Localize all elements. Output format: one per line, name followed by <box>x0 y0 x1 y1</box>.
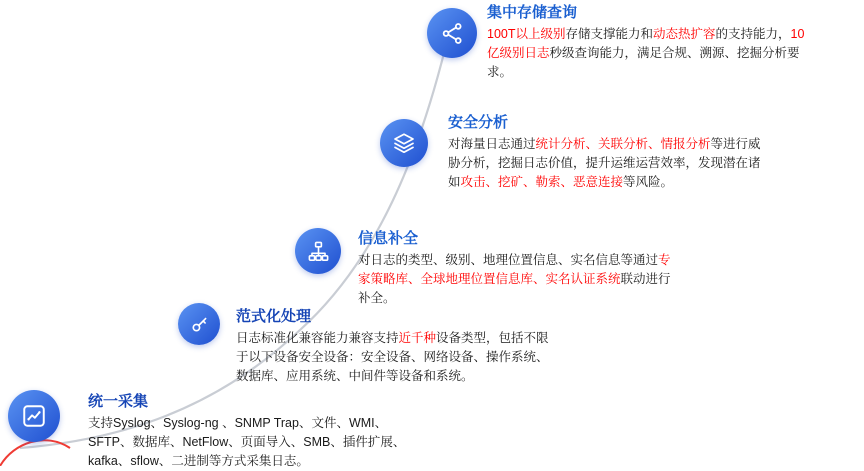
step-block-analysis <box>448 113 848 192</box>
step-body-storage <box>487 25 862 82</box>
step-line: 100T以上级别存储支撑能力和动态热扩容的支持能力，10 <box>487 27 805 41</box>
step-block-enrich <box>358 229 758 308</box>
step-title-analysis: 安全分析 <box>448 114 509 131</box>
step-line: 日志标准化兼容能力兼容支持近千种设备类型，包括不限 <box>236 331 549 345</box>
step-block-normalize <box>236 307 666 386</box>
share-nodes-icon <box>440 21 465 46</box>
chart-line-icon <box>21 403 47 429</box>
step-line: 亿级别日志秒级查询能力，满足合规、溯源、挖掘分析要 <box>487 46 800 60</box>
layers-icon <box>392 131 416 155</box>
step-block-collect <box>88 392 518 471</box>
step-line: 数据库、应用系统、中间件等设备和系统。 <box>236 369 474 383</box>
step-body-collect <box>88 414 518 471</box>
key-icon <box>189 314 210 335</box>
step-title-normalize: 范式化处理 <box>236 308 312 325</box>
step-body-analysis <box>448 135 848 192</box>
step-line: 补全。 <box>358 291 396 305</box>
node-storage[interactable] <box>427 8 477 58</box>
step-line: 家策略库、全球地理位置信息库、实名认证系统联动进行 <box>358 272 671 286</box>
step-line: 对海量日志通过统计分析、关联分析、情报分析等进行威 <box>448 137 761 151</box>
sitemap-icon <box>307 240 330 263</box>
step-line: 求。 <box>487 65 513 79</box>
node-normalize[interactable] <box>178 303 220 345</box>
step-line: 如攻击、挖矿、勒索、恶意连接等风险。 <box>448 175 674 189</box>
step-body-enrich <box>358 251 758 308</box>
node-collect[interactable] <box>8 390 60 442</box>
step-title-collect: 统一采集 <box>88 393 149 410</box>
step-line: 于以下设备安全设备：安全设备、网络设备、操作系统、 <box>236 350 549 364</box>
step-title-storage: 集中存储查询 <box>487 4 578 21</box>
node-enrich[interactable] <box>295 228 341 274</box>
step-line: 支持Syslog、Syslog-ng 、SNMP Trap、文件、WMI、 <box>88 416 388 430</box>
step-line: 对日志的类型、级别、地理位置信息、实名信息等通过专 <box>358 253 671 267</box>
step-line: SFTP、数据库、NetFlow、页面导入、SMB、插件扩展、 <box>88 435 406 449</box>
step-line: 胁分析，挖掘日志价值，提升运维运营效率，发现潜在诸 <box>448 156 761 170</box>
step-block-storage <box>487 3 862 82</box>
step-body-normalize <box>236 329 666 386</box>
step-line: kafka、sflow、二进制等方式采集日志。 <box>88 454 309 468</box>
node-analysis[interactable] <box>380 119 428 167</box>
step-title-enrich: 信息补全 <box>358 230 419 247</box>
